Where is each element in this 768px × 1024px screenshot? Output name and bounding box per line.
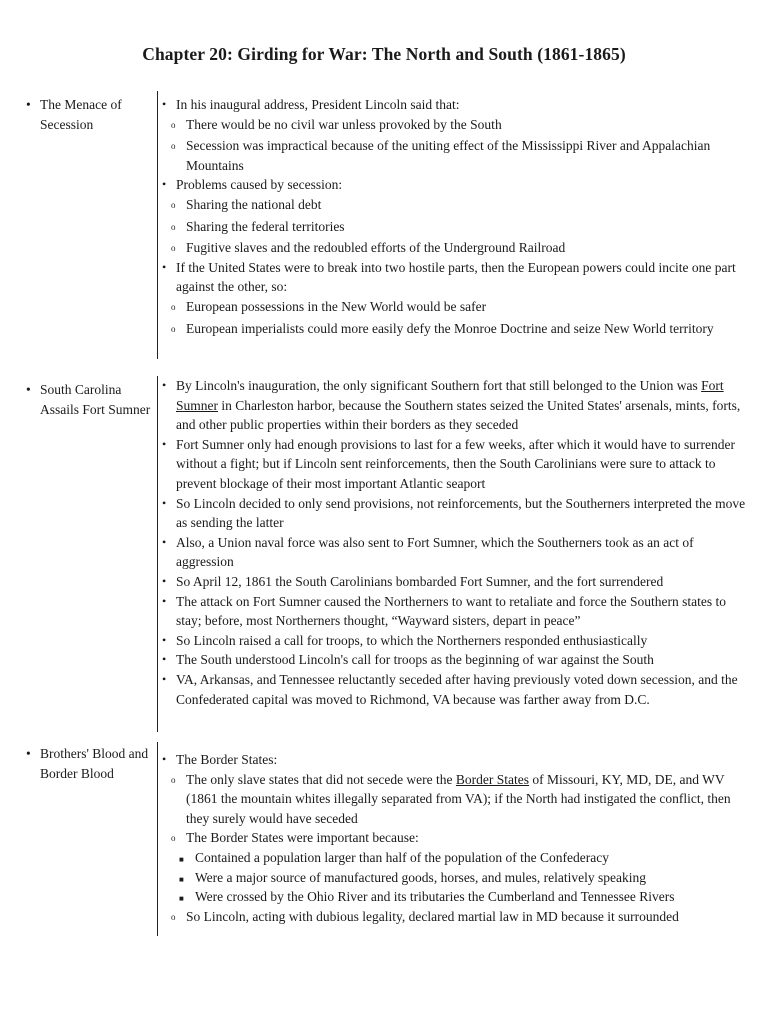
notes-list	[162, 750, 752, 926]
note-text: Were crossed by the Ohio River and its tributaries the Cumberland and Tennessee Rivers	[195, 889, 675, 905]
topic-heading	[26, 744, 152, 784]
divider-line	[157, 742, 158, 936]
list-item	[162, 592, 752, 631]
bullet-circle-icon: o	[171, 119, 176, 130]
bullet-dot-icon: •	[162, 177, 167, 192]
list-item	[162, 319, 752, 339]
bullet-circle-icon: o	[171, 301, 176, 312]
note-text: Contained a population larger than half of the population of the Confederacy	[195, 849, 609, 865]
notes-list	[162, 376, 752, 709]
bullet-dot-icon: •	[162, 671, 167, 686]
fort-sumner-link[interactable]: Fort Sumner	[176, 378, 724, 413]
bullet-dot-icon: •	[162, 378, 167, 392]
list-item	[162, 136, 752, 175]
list-item	[162, 435, 752, 494]
topic-bullet-icon: •	[26, 746, 31, 761]
note-text: So April 12, 1861 the South Carolinians bombarded Fort Sumner, and the fort surrendered	[176, 573, 664, 589]
list-item	[162, 494, 752, 533]
border-states-link[interactable]: Border States	[455, 771, 530, 787]
bullet-dot-icon: •	[162, 573, 167, 588]
bullet-dot-icon: •	[162, 97, 167, 111]
bullet-dot-icon: •	[162, 752, 167, 766]
list-item	[162, 631, 752, 651]
bullet-circle-icon: o	[171, 911, 176, 922]
list-item	[162, 770, 752, 829]
list-item	[162, 750, 752, 770]
note-text: In his inaugural address, President Lincoln said that:	[176, 97, 460, 112]
note-text: So Lincoln, acting with dubious legality, declared martial law in MD because it surrounded	[186, 908, 679, 924]
note-text-after: of Missouri, KY, MD, DE, and WV (1861 the mountain whites illegally separated from VA); if the North had instigated the conflict, then they surely would have seceded	[186, 771, 731, 826]
list-item	[162, 572, 752, 592]
note-text-before: By Lincoln's inauguration, the only significant Southern fort that still belonged to the Union was	[176, 378, 702, 393]
list-item	[162, 868, 752, 888]
topic-heading	[26, 95, 152, 135]
list-item	[162, 217, 752, 237]
topic-label: Brothers' Blood and Border Blood	[40, 746, 149, 781]
note-text: Problems caused by secession:	[176, 177, 343, 193]
list-item	[162, 670, 752, 709]
list-item	[162, 887, 752, 907]
list-item	[162, 650, 752, 670]
list-item	[162, 297, 752, 317]
bullet-dot-icon: •	[162, 632, 167, 647]
note-text: So Lincoln decided to only send provisions, not reinforcements, but the Southerners interpreted the move as sending the latter	[176, 495, 746, 531]
note-text-after: in Charleston harbor, because the Southern states seized the United States' arsenals, mints, forts, and other public properties within their borders as they seceded	[176, 397, 741, 433]
topic-bullet-icon: •	[26, 382, 31, 397]
list-item	[162, 95, 752, 115]
page-title: Chapter 20: Girding for War: The North and South (1861-1865)	[142, 44, 626, 64]
list-item	[162, 828, 752, 848]
topic-heading	[26, 380, 152, 420]
note-text: Also, a Union naval force was also sent to Fort Sumner, which the Southerners took as an act of aggression	[176, 534, 694, 570]
list-item	[162, 533, 752, 572]
bullet-circle-icon: o	[171, 199, 176, 210]
note-text: So Lincoln raised a call for troops, to which the Northerners responded enthusiastically	[176, 632, 648, 648]
bullet-dot-icon: •	[162, 495, 167, 510]
divider-line	[157, 91, 158, 359]
note-text-before: The only slave states that did not secede were the	[186, 771, 456, 787]
bullet-circle-icon: o	[171, 221, 176, 232]
note-text: Sharing the national debt	[186, 196, 322, 212]
bullet-square-icon: ■	[179, 874, 184, 884]
note-text: The attack on Fort Sumner caused the Northerners to want to retaliate and force the Southern states to stay; before, most Northerners thought, “Wayward sisters, depart in peace”	[176, 593, 726, 629]
note-text: Sharing the federal territories	[186, 218, 345, 234]
note-text: VA, Arkansas, and Tennessee reluctantly seceded after having previously voted down secession, and the Confederated capital was moved to Richmond, VA because was farther away from D.C.	[176, 671, 738, 707]
note-text: The Border States:	[176, 752, 278, 767]
bullet-square-icon: ■	[179, 894, 184, 904]
bullet-dot-icon: •	[162, 593, 167, 608]
note-text: Secession was impractical because of the uniting effect of the Mississippi River and Appalachian Mountains	[186, 138, 711, 173]
list-item	[162, 115, 752, 135]
list-item	[162, 848, 752, 868]
bullet-square-icon: ■	[179, 854, 184, 864]
list-item	[162, 238, 752, 258]
list-item	[162, 258, 752, 297]
bullet-dot-icon: •	[162, 436, 167, 451]
note-text: Were a major source of manufactured goods, horses, and mules, relatively speaking	[195, 869, 647, 885]
note-text: European imperialists could more easily defy the Monroe Doctrine and seize New World territory	[186, 320, 714, 336]
topic-label: The Menace of Secession	[40, 97, 122, 132]
bullet-circle-icon: o	[171, 323, 176, 334]
list-item	[162, 175, 752, 195]
list-item	[162, 376, 752, 435]
bullet-circle-icon: o	[171, 243, 176, 254]
note-text: If the United States were to break into two hostile parts, then the European powers could incite one part against the other, so:	[176, 259, 736, 295]
topic-label: South Carolina Assails Fort Sumner	[40, 382, 151, 417]
note-text: The Border States were important because:	[186, 830, 419, 846]
bullet-circle-icon: o	[171, 833, 176, 844]
note-text: The South understood Lincoln's call for troops as the beginning of war against the South	[176, 652, 654, 668]
bullet-circle-icon: o	[171, 141, 176, 152]
bullet-dot-icon: •	[162, 534, 167, 549]
note-text: Fort Sumner only had enough provisions to last for a few weeks, after which it would have to surrender without a fight; but if Lincoln sent reinforcements, then the South Carolinians were sure to attack to prevent blockage of their most important Atlantic seaport	[176, 436, 735, 491]
note-text: Fugitive slaves and the redoubled efforts of the Underground Railroad	[186, 240, 566, 256]
notes-list	[162, 95, 752, 338]
list-item	[162, 907, 752, 927]
list-item	[162, 195, 752, 215]
note-text: There would be no civil war unless provoked by the South	[186, 116, 502, 132]
note-text: European possessions in the New World would be safer	[186, 298, 487, 314]
bullet-dot-icon: •	[162, 652, 167, 667]
topic-bullet-icon: •	[26, 97, 31, 112]
bullet-dot-icon: •	[162, 259, 167, 274]
divider-line	[157, 376, 158, 732]
bullet-circle-icon: o	[171, 774, 176, 785]
